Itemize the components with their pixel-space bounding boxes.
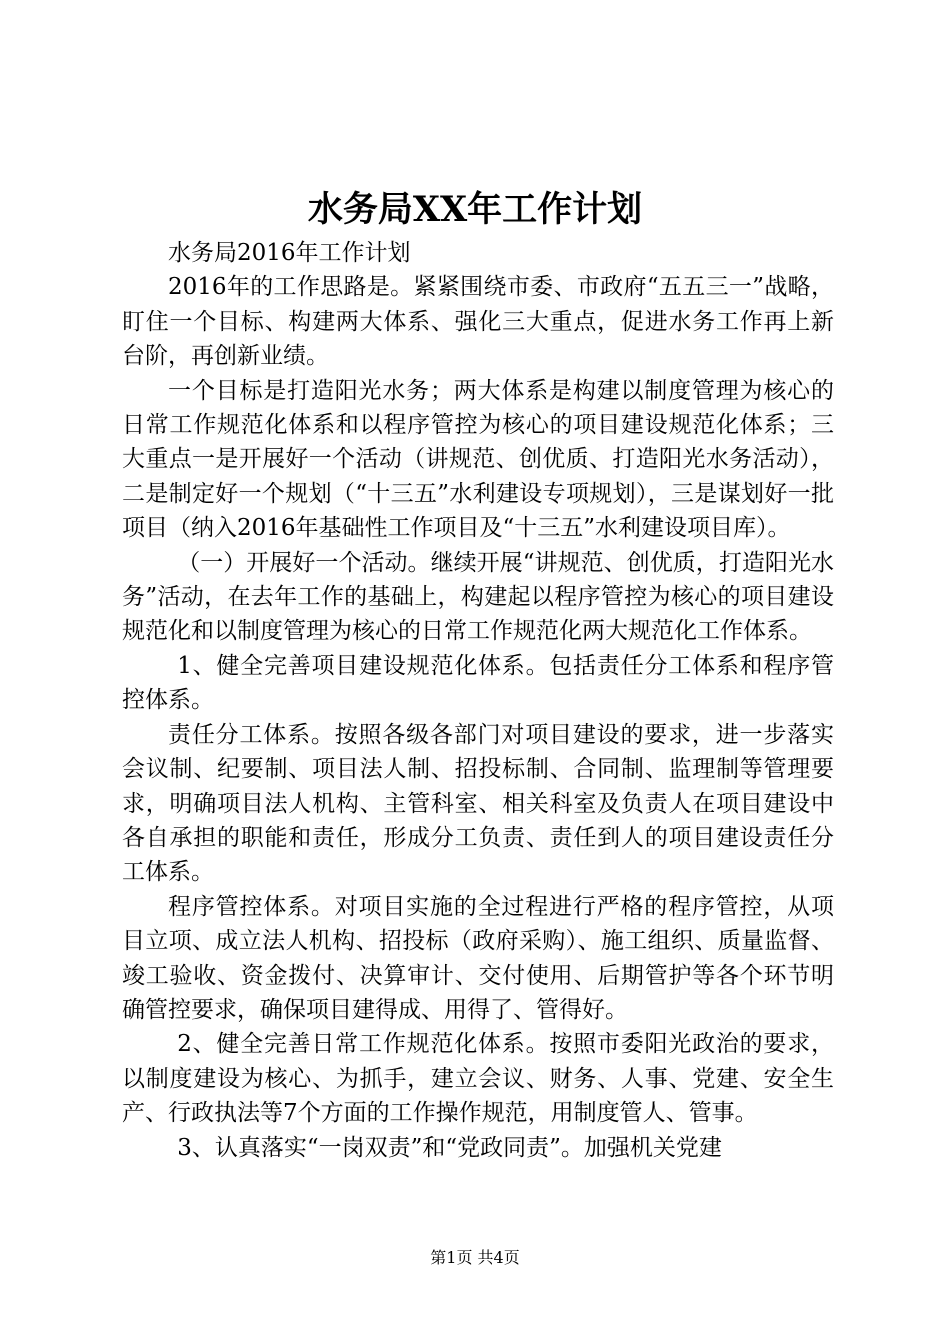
paragraph: 程序管控体系。对项目实施的全过程进行严格的程序管控，从项目立项、成立法人机构、招投标（政府采购）、施工组织、质量监督、竣工验收、资金拨付、决算审计、交付使用、后期管护等各个环节明确管控要求，确保项目建得成、用得了、管得好。 [122,893,834,1023]
document-body [122,236,834,1165]
paragraph: 一个目标是打造阳光水务；两大体系是构建以制度管理为核心的日常工作规范化体系和以程序管控为核心的项目建设规范化体系；三大重点一是开展好一个活动（讲规范、创优质、打造阳光水务活动），二是制定好一个规划（“十三五”水利建设专项规划），三是谋划好一批项目（纳入2016年基础性工作项目及“十三五”水利建设项目库）。 [122,377,834,542]
page-footer: 第1页 共4页 [430,1248,520,1267]
paragraph: （一）开展好一个活动。继续开展“讲规范、创优质，打造阳光水务”活动，在去年工作的基础上，构建起以程序管控为核心的项目建设规范化和以制度管理为核心的日常工作规范化两大规范化工作体系。 [122,549,834,645]
paragraph: 3、认真落实“一岗双责”和“党政同责”。加强机关党建 [177,1134,722,1161]
paragraph: 2、健全完善日常工作规范化体系。按照市委阳光政治的要求，以制度建设为核心、为抓手，建立会议、财务、人事、党建、安全生产、行政执法等7个方面的工作操作规范，用制度管人、管事。 [122,1031,834,1127]
document-title: 水务局XX年工作计划 [307,189,643,230]
paragraph: 2016年的工作思路是。紧紧围绕市委、市政府“五五三一”战略，盯住一个目标、构建两大体系、强化三大重点，促进水务工作再上新台阶，再创新业绩。 [122,274,834,370]
paragraph: 责任分工体系。按照各级各部门对项目建设的要求，进一步落实会议制、纪要制、项目法人制、招投标制、合同制、监理制等管理要求，明确项目法人机构、主管科室、相关科室及负责人在项目建设中各自承担的职能和责任，形成分工负责、责任到人的项目建设责任分工体系。 [122,721,834,886]
paragraph: 水务局2016年工作计划 [168,240,411,266]
paragraph: 1、健全完善项目建设规范化体系。包括责任分工体系和程序管控体系。 [122,652,834,714]
